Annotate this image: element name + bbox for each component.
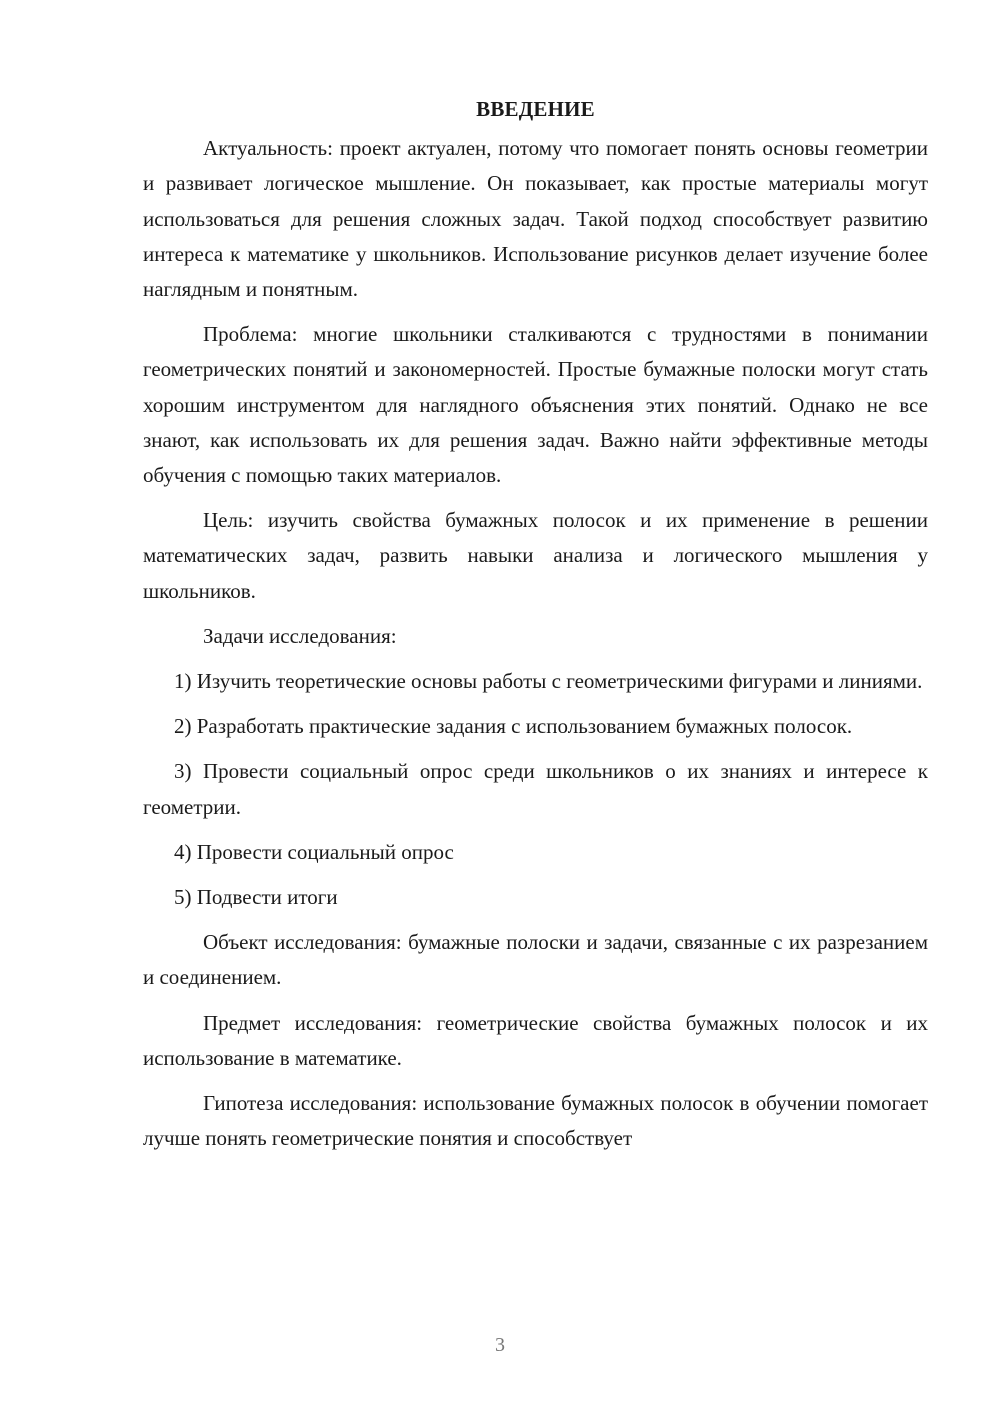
- object-paragraph: Объект исследования: бумажные полоски и задачи, связанные с их разрезанием и соединением.: [143, 930, 928, 990]
- task-item-5: 5) Подвести итоги: [174, 885, 338, 910]
- problem-paragraph: Проблема: многие школьники сталкиваются с трудностями в понимании геометрических понятий и закономерностей. Простые бумажные полоски могут стать хорошим инструментом для наглядного объяснения этих понятий. Однако не все знают, как использовать их для решения задач. Важно найти эффективные методы обучения с помощью таких материалов.: [143, 322, 928, 488]
- tasks-heading: Задачи исследования:: [203, 623, 397, 648]
- subject-paragraph: Предмет исследования: геометрические свойства бумажных полосок и их использование в математике.: [143, 1010, 928, 1070]
- document-page: [143, 92, 928, 1166]
- task-item-4: 4) Провести социальный опрос: [174, 839, 454, 864]
- page-title: ВВЕДЕНИЕ: [476, 97, 595, 121]
- task-item-1: 1) Изучить теоретические основы работы с геометрическими фигурами и линиями.: [174, 669, 923, 694]
- hypothesis-paragraph: Гипотеза исследования: использование бумажных полосок в обучении помогает лучше понять геометрические понятия и способствует: [143, 1091, 928, 1151]
- page-number: 3: [495, 1334, 505, 1356]
- relevance-paragraph: Актуальность: проект актуален, потому что помогает понять основы геометрии и развивает логическое мышление. Он показывает, как простые материалы могут использоваться для решения сложных задач. Такой подход способствует развитию интереса к математике у школьников. Использование рисунков делает изучение более наглядным и понятным.: [143, 136, 928, 302]
- task-item-3: 3) Провести социальный опрос среди школьников о их знаниях и интересе к геометрии.: [143, 759, 928, 819]
- goal-paragraph: Цель: изучить свойства бумажных полосок и их применение в решении математических задач, развить навыки анализа и логического мышления у школьников.: [143, 508, 928, 603]
- task-item-2: 2) Разработать практические задания с использованием бумажных полосок.: [174, 714, 853, 739]
